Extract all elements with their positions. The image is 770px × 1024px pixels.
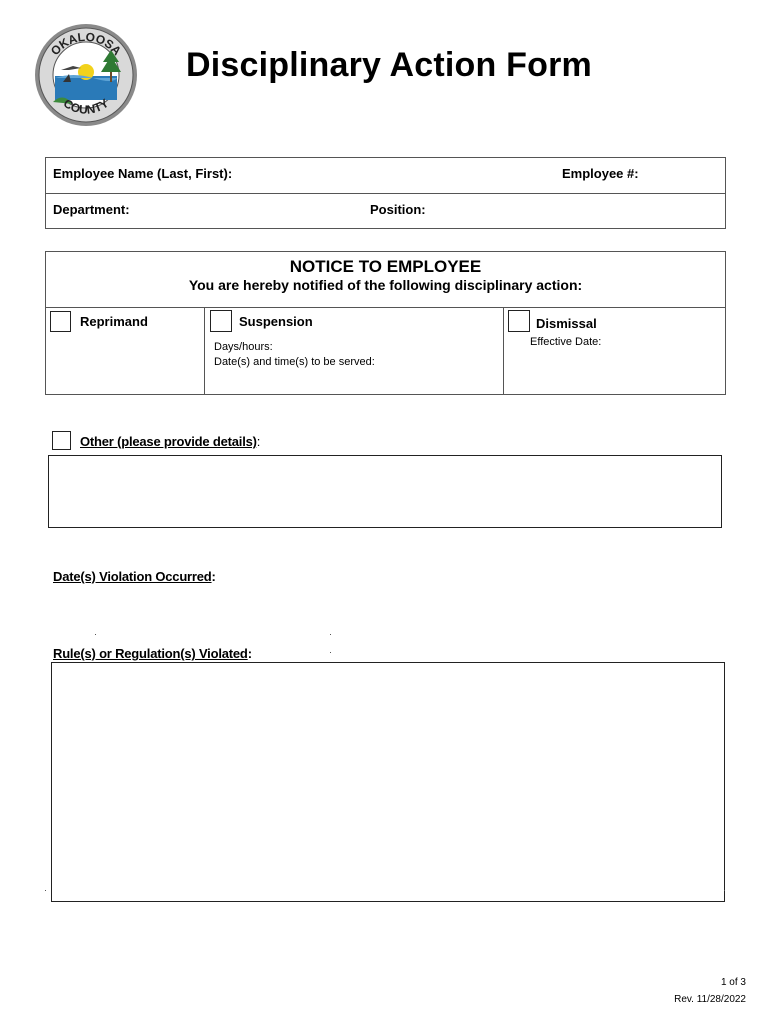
dates-served-label: Date(s) and time(s) to be served: (214, 356, 375, 368)
employee-name-label: Employee Name (Last, First): (53, 166, 233, 181)
position-label: Position: (370, 202, 426, 217)
county-seal-icon (33, 22, 139, 128)
suspension-label: Suspension (239, 314, 313, 329)
dot-mark (724, 890, 725, 891)
employee-info-section (45, 157, 726, 229)
other-label-group (80, 433, 260, 451)
other-details-field[interactable] (48, 455, 722, 528)
divider (46, 193, 725, 194)
svg-text:COUNTY: COUNTY (60, 96, 112, 117)
employee-number-label: Employee #: (562, 166, 639, 181)
page-number: 1 of 3 (720, 977, 746, 988)
svg-text:OKALOOSA: OKALOOSA (47, 29, 125, 59)
divider (204, 307, 205, 394)
notice-title: NOTICE TO EMPLOYEE (289, 257, 482, 276)
county-seal-logo (33, 22, 139, 128)
reprimand-checkbox[interactable] (50, 311, 71, 332)
rules-violated-label-group (53, 645, 252, 663)
dismissal-label: Dismissal (536, 316, 597, 331)
colon: : (256, 434, 261, 449)
reprimand-label: Reprimand (80, 314, 148, 329)
days-hours-label: Days/hours: (214, 341, 273, 353)
dot-mark (95, 634, 96, 635)
divider (46, 307, 725, 308)
dismissal-checkbox[interactable] (508, 310, 530, 332)
other-label: Other (please provide details) (80, 434, 257, 449)
notice-subtitle: You are hereby notified of the following disciplinary action: (188, 277, 583, 293)
colon: : (211, 569, 216, 584)
revision-date: Rev. 11/28/2022 (674, 994, 746, 1005)
department-label: Department: (53, 202, 130, 217)
other-checkbox[interactable] (52, 431, 71, 450)
effective-date-label: Effective Date: (530, 336, 602, 348)
page-title: Disciplinary Action Form (186, 46, 592, 84)
dot-mark (330, 634, 331, 635)
violation-dates-label-group (53, 568, 216, 586)
dot-mark (45, 890, 46, 891)
suspension-checkbox[interactable] (210, 310, 232, 332)
rules-violated-label: Rule(s) or Regulation(s) Violated (53, 646, 248, 661)
dot-mark (330, 652, 331, 653)
violation-dates-label: Date(s) Violation Occurred (53, 569, 212, 584)
notice-section (45, 251, 726, 395)
rules-violated-field[interactable] (51, 662, 725, 902)
colon: : (247, 646, 252, 661)
divider (503, 307, 504, 394)
